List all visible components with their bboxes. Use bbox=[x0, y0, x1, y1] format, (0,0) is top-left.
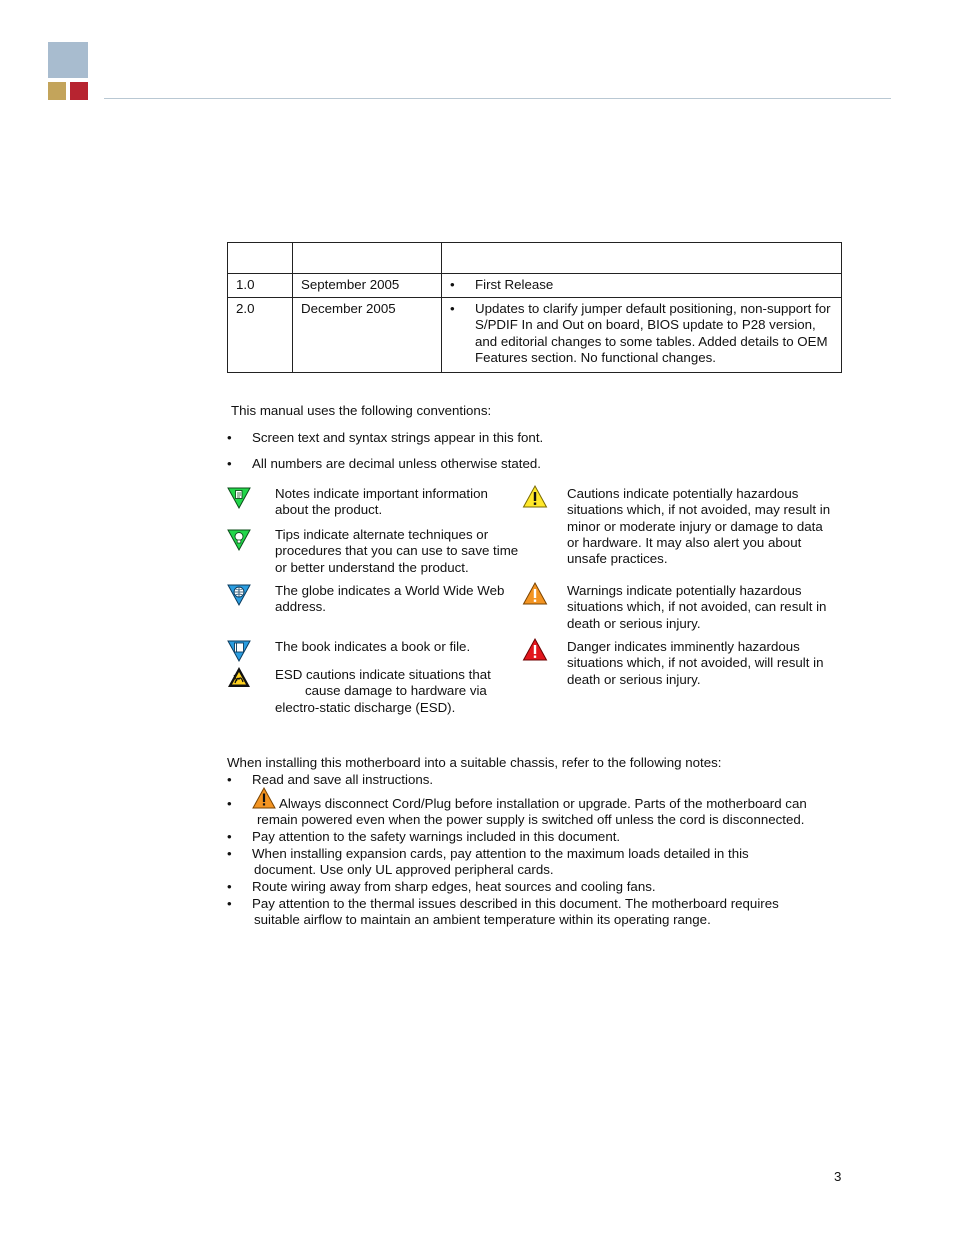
list-item-text: Screen text and syntax strings appear in this font. bbox=[252, 430, 544, 445]
list-item-text: Pay attention to the thermal issues described in this document. The motherboard requires bbox=[252, 896, 779, 911]
esd-line-1: ESD cautions indicate situations that bbox=[275, 667, 491, 682]
note-description: The book indicates a book or file. bbox=[275, 639, 471, 654]
warning-icon bbox=[522, 581, 548, 607]
note-description: Warnings indicate potentially hazardous situations which, if not avoided, can result in death or serious injury. bbox=[567, 583, 827, 631]
table-row bbox=[228, 274, 842, 298]
chassis-intro: When installing this motherboard into a suitable chassis, refer to the following notes: bbox=[227, 755, 722, 770]
esd-icon bbox=[226, 665, 252, 691]
book-icon bbox=[226, 638, 252, 664]
list-item-text: Read and save all instructions. bbox=[252, 772, 434, 787]
note-description: Danger indicates imminently hazardous situations which, if not avoided, will result in death or serious injury. bbox=[567, 639, 824, 687]
bullet: • bbox=[227, 829, 232, 844]
caution-icon bbox=[522, 484, 548, 510]
bullet: • bbox=[227, 456, 232, 471]
note-icon bbox=[226, 485, 252, 511]
esd-line-3: electro-static discharge (ESD). bbox=[275, 699, 456, 715]
header-cell bbox=[228, 243, 293, 274]
list-item-text: All numbers are decimal unless otherwise stated. bbox=[252, 456, 541, 471]
bullet: • bbox=[227, 772, 232, 787]
revision-cell: 1.0 bbox=[228, 274, 293, 298]
esd-description bbox=[275, 667, 525, 716]
bullet: • bbox=[227, 430, 232, 445]
bullet: • bbox=[227, 896, 232, 911]
list-item-text: When installing expansion cards, pay attention to the maximum loads detailed in this bbox=[252, 846, 749, 861]
list-item-text: Always disconnect Cord/Plug before installation or upgrade. Parts of the motherboard can bbox=[279, 796, 807, 811]
date-cell: December 2005 bbox=[293, 298, 442, 373]
note-description: The globe indicates a World Wide Web address. bbox=[275, 583, 505, 615]
note-description: Cautions indicate potentially hazardous situations which, if not avoided, may result in minor or moderate injury or damage to data or hardware. It may also alert you about unsafe practices. bbox=[567, 486, 831, 567]
list-item-text: document. Use only UL approved peripheral cards. bbox=[254, 862, 554, 877]
date-cell: September 2005 bbox=[293, 274, 442, 298]
logo-block-red bbox=[70, 82, 88, 100]
notes-cell bbox=[442, 298, 842, 373]
revision-history-table bbox=[227, 242, 842, 373]
caution-icon bbox=[252, 787, 276, 809]
globe-icon bbox=[226, 582, 252, 608]
esd-line-2: cause damage to hardware via bbox=[305, 683, 487, 699]
bullet: • bbox=[227, 879, 232, 894]
note-description: Tips indicate alternate techniques or procedures that you can use to save time or better understand the product. bbox=[275, 527, 519, 575]
list-item-text: Route wiring away from sharp edges, heat sources and cooling fans. bbox=[252, 879, 656, 894]
bullet: • bbox=[450, 301, 455, 316]
bullet: • bbox=[227, 846, 232, 861]
list-item-text: remain powered even when the power supply is switched off unless the cord is disconnected. bbox=[257, 812, 805, 827]
conventions-intro: This manual uses the following conventions: bbox=[231, 403, 492, 418]
table-row bbox=[228, 298, 842, 373]
header-cell bbox=[442, 243, 842, 274]
notes-cell bbox=[442, 274, 842, 298]
page-number: 3 bbox=[834, 1169, 842, 1184]
note-text: Updates to clarify jumper default positioning, non-support for S/PDIF In and Out on board, BIOS update to P28 version, and editorial changes to some tables. Added details to OEM Features section. No functional changes. bbox=[475, 301, 831, 365]
header-rule bbox=[104, 98, 891, 99]
header-cell bbox=[293, 243, 442, 274]
table-header-row bbox=[228, 243, 842, 274]
list-item-text: Pay attention to the safety warnings included in this document. bbox=[252, 829, 621, 844]
note-text: First Release bbox=[475, 277, 554, 292]
logo-block-blue bbox=[48, 42, 88, 78]
logo-block-gold bbox=[48, 82, 66, 100]
bullet: • bbox=[227, 796, 232, 811]
note-description: Notes indicate important information about the product. bbox=[275, 486, 488, 518]
bullet: • bbox=[450, 277, 455, 292]
revision-cell: 2.0 bbox=[228, 298, 293, 373]
list-item-text: suitable airflow to maintain an ambient temperature within its operating range. bbox=[254, 912, 711, 927]
tip-icon bbox=[226, 527, 252, 553]
danger-icon bbox=[522, 637, 548, 663]
